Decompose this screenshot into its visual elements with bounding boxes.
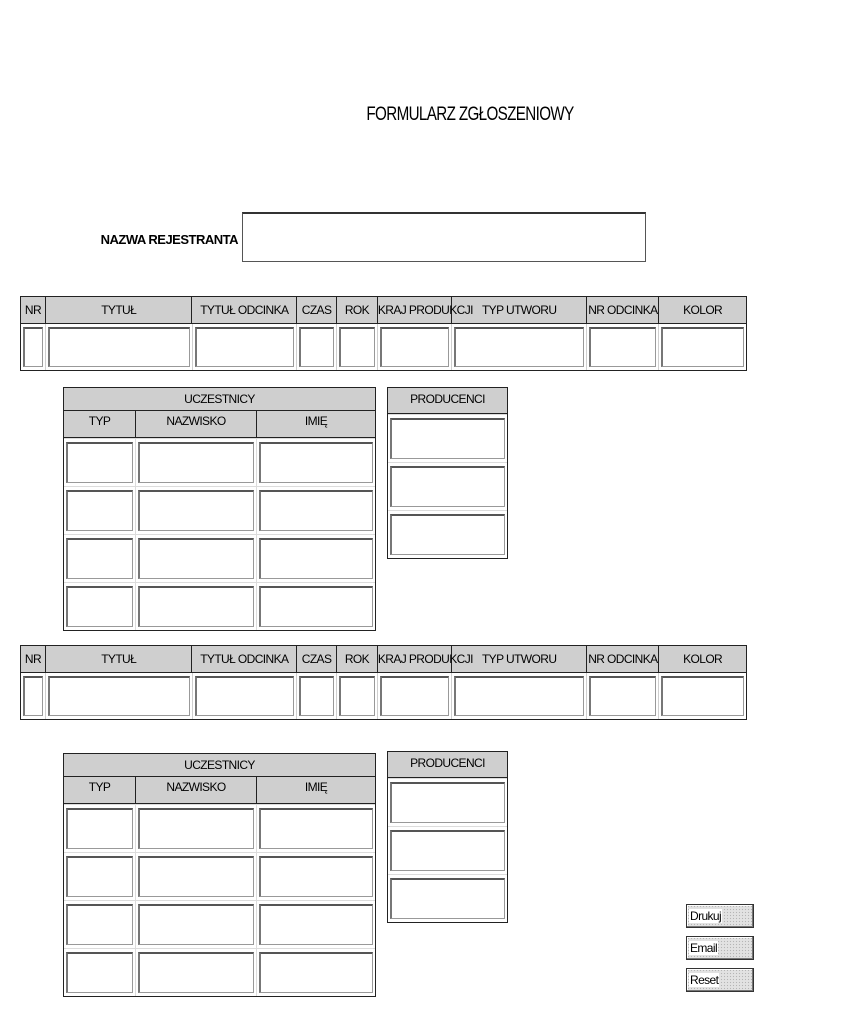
participant-imie-input[interactable]: [259, 856, 373, 897]
nr-input[interactable]: [23, 676, 43, 716]
participant-typ-input[interactable]: [66, 808, 133, 849]
col-nr-odcinka: NR ODCINKA: [587, 646, 659, 672]
typ-utworu-input[interactable]: [454, 327, 585, 367]
nr-odcinka-input[interactable]: [589, 327, 656, 367]
col-nazwisko: NAZWISKO: [136, 777, 257, 803]
producers-table-2: [387, 751, 508, 923]
tytul-input[interactable]: [48, 676, 190, 716]
list-item: [388, 462, 507, 510]
participant-typ-input[interactable]: [66, 856, 133, 897]
list-item: [388, 510, 507, 558]
participant-typ-input[interactable]: [66, 586, 133, 627]
participant-typ-input[interactable]: [66, 904, 133, 945]
participants-header: [64, 777, 375, 804]
participant-nazwisko-input[interactable]: [138, 808, 254, 849]
producer-input[interactable]: [390, 514, 505, 555]
producers-title: PRODUCENCI: [388, 752, 507, 778]
kraj-produkcji-input[interactable]: [380, 676, 449, 716]
table-row: [21, 673, 746, 719]
participant-nazwisko-input[interactable]: [138, 904, 254, 945]
producer-input[interactable]: [390, 878, 505, 919]
registrant-name-input[interactable]: [242, 212, 646, 262]
table-row: [64, 852, 375, 900]
participant-nazwisko-input[interactable]: [138, 490, 254, 531]
producer-input[interactable]: [390, 782, 505, 823]
reset-button[interactable]: [686, 968, 754, 992]
producers-title: PRODUCENCI: [388, 388, 507, 414]
col-rok: ROK: [337, 646, 378, 672]
kraj-produkcji-input[interactable]: [380, 327, 449, 367]
table-row: [64, 804, 375, 852]
reset-button-label: Reset: [690, 973, 719, 987]
participants-table-1: [63, 387, 376, 631]
col-czas: CZAS: [297, 297, 337, 323]
kolor-input[interactable]: [661, 327, 744, 367]
producer-input[interactable]: [390, 466, 505, 507]
col-typ: TYP: [64, 777, 136, 803]
rok-input[interactable]: [339, 676, 375, 716]
table-row: [64, 486, 375, 534]
czas-input[interactable]: [299, 676, 334, 716]
participant-nazwisko-input[interactable]: [138, 856, 254, 897]
table-row: [64, 948, 375, 996]
entry-table-2: [20, 645, 747, 720]
participant-nazwisko-input[interactable]: [138, 538, 254, 579]
form-title: FORMULARZ ZGŁOSZENIOWY: [366, 104, 574, 125]
participant-typ-input[interactable]: [66, 952, 133, 993]
registrant-label: NAZWA REJESTRANTA: [100, 232, 238, 247]
entry-table-header: [21, 646, 746, 673]
col-nazwisko: NAZWISKO: [136, 411, 257, 437]
participant-nazwisko-input[interactable]: [138, 442, 254, 483]
participants-title: UCZESTNICY: [64, 388, 375, 411]
col-kraj-produkcji: KRAJ PRODUKCJI: [378, 297, 452, 323]
table-row: [64, 582, 375, 630]
col-tytul-odcinka: TYTUŁ ODCINKA: [192, 297, 297, 323]
participant-imie-input[interactable]: [259, 808, 373, 849]
participants-title: UCZESTNICY: [64, 754, 375, 777]
col-kolor: KOLOR: [683, 303, 723, 317]
participant-imie-input[interactable]: [259, 538, 373, 579]
participant-imie-input[interactable]: [259, 490, 373, 531]
list-item: [388, 874, 507, 922]
col-nr: NR: [21, 297, 46, 323]
email-button[interactable]: [686, 936, 754, 960]
list-item: [388, 414, 507, 462]
col-typ-utworu: TYP UTWORU: [452, 646, 588, 672]
participant-nazwisko-input[interactable]: [138, 586, 254, 627]
print-button[interactable]: [686, 904, 754, 928]
col-czas: CZAS: [297, 646, 337, 672]
print-button-label: Drukuj: [690, 909, 722, 923]
tytul-input[interactable]: [48, 327, 190, 367]
col-nr: NR: [21, 646, 46, 672]
participant-imie-input[interactable]: [259, 586, 373, 627]
participant-imie-input[interactable]: [259, 952, 373, 993]
participant-typ-input[interactable]: [66, 442, 133, 483]
col-imie: IMIĘ: [304, 780, 328, 794]
table-row: [64, 438, 375, 486]
tytul-odcinka-input[interactable]: [195, 327, 295, 367]
entry-table-header: [21, 297, 746, 324]
col-tytul-odcinka: TYTUŁ ODCINKA: [192, 646, 297, 672]
nr-odcinka-input[interactable]: [589, 676, 656, 716]
typ-utworu-input[interactable]: [454, 676, 585, 716]
entry-table-1: [20, 296, 747, 371]
list-item: [388, 826, 507, 874]
czas-input[interactable]: [299, 327, 334, 367]
col-imie: IMIĘ: [304, 414, 328, 428]
col-kraj-produkcji: KRAJ PRODUKCJI: [378, 646, 452, 672]
participant-typ-input[interactable]: [66, 538, 133, 579]
list-item: [388, 778, 507, 826]
col-kolor: KOLOR: [683, 652, 723, 666]
rok-input[interactable]: [339, 327, 375, 367]
email-button-label: Email: [690, 941, 718, 955]
participant-imie-input[interactable]: [259, 904, 373, 945]
participant-typ-input[interactable]: [66, 490, 133, 531]
producer-input[interactable]: [390, 830, 505, 871]
tytul-odcinka-input[interactable]: [195, 676, 295, 716]
producers-table-1: [387, 387, 508, 559]
col-typ: TYP: [64, 411, 136, 437]
col-tytul: TYTUŁ: [46, 646, 193, 672]
col-nr-odcinka: NR ODCINKA: [587, 297, 659, 323]
table-row: [21, 324, 746, 370]
col-rok: ROK: [337, 297, 378, 323]
table-row: [64, 900, 375, 948]
nr-input[interactable]: [23, 327, 43, 367]
kolor-input[interactable]: [661, 676, 744, 716]
participant-imie-input[interactable]: [259, 442, 373, 483]
participant-nazwisko-input[interactable]: [138, 952, 254, 993]
producer-input[interactable]: [390, 418, 505, 459]
table-row: [64, 534, 375, 582]
participants-header: [64, 411, 375, 438]
col-typ-utworu: TYP UTWORU: [452, 297, 588, 323]
col-tytul: TYTUŁ: [46, 297, 193, 323]
participants-table-2: [63, 753, 376, 997]
